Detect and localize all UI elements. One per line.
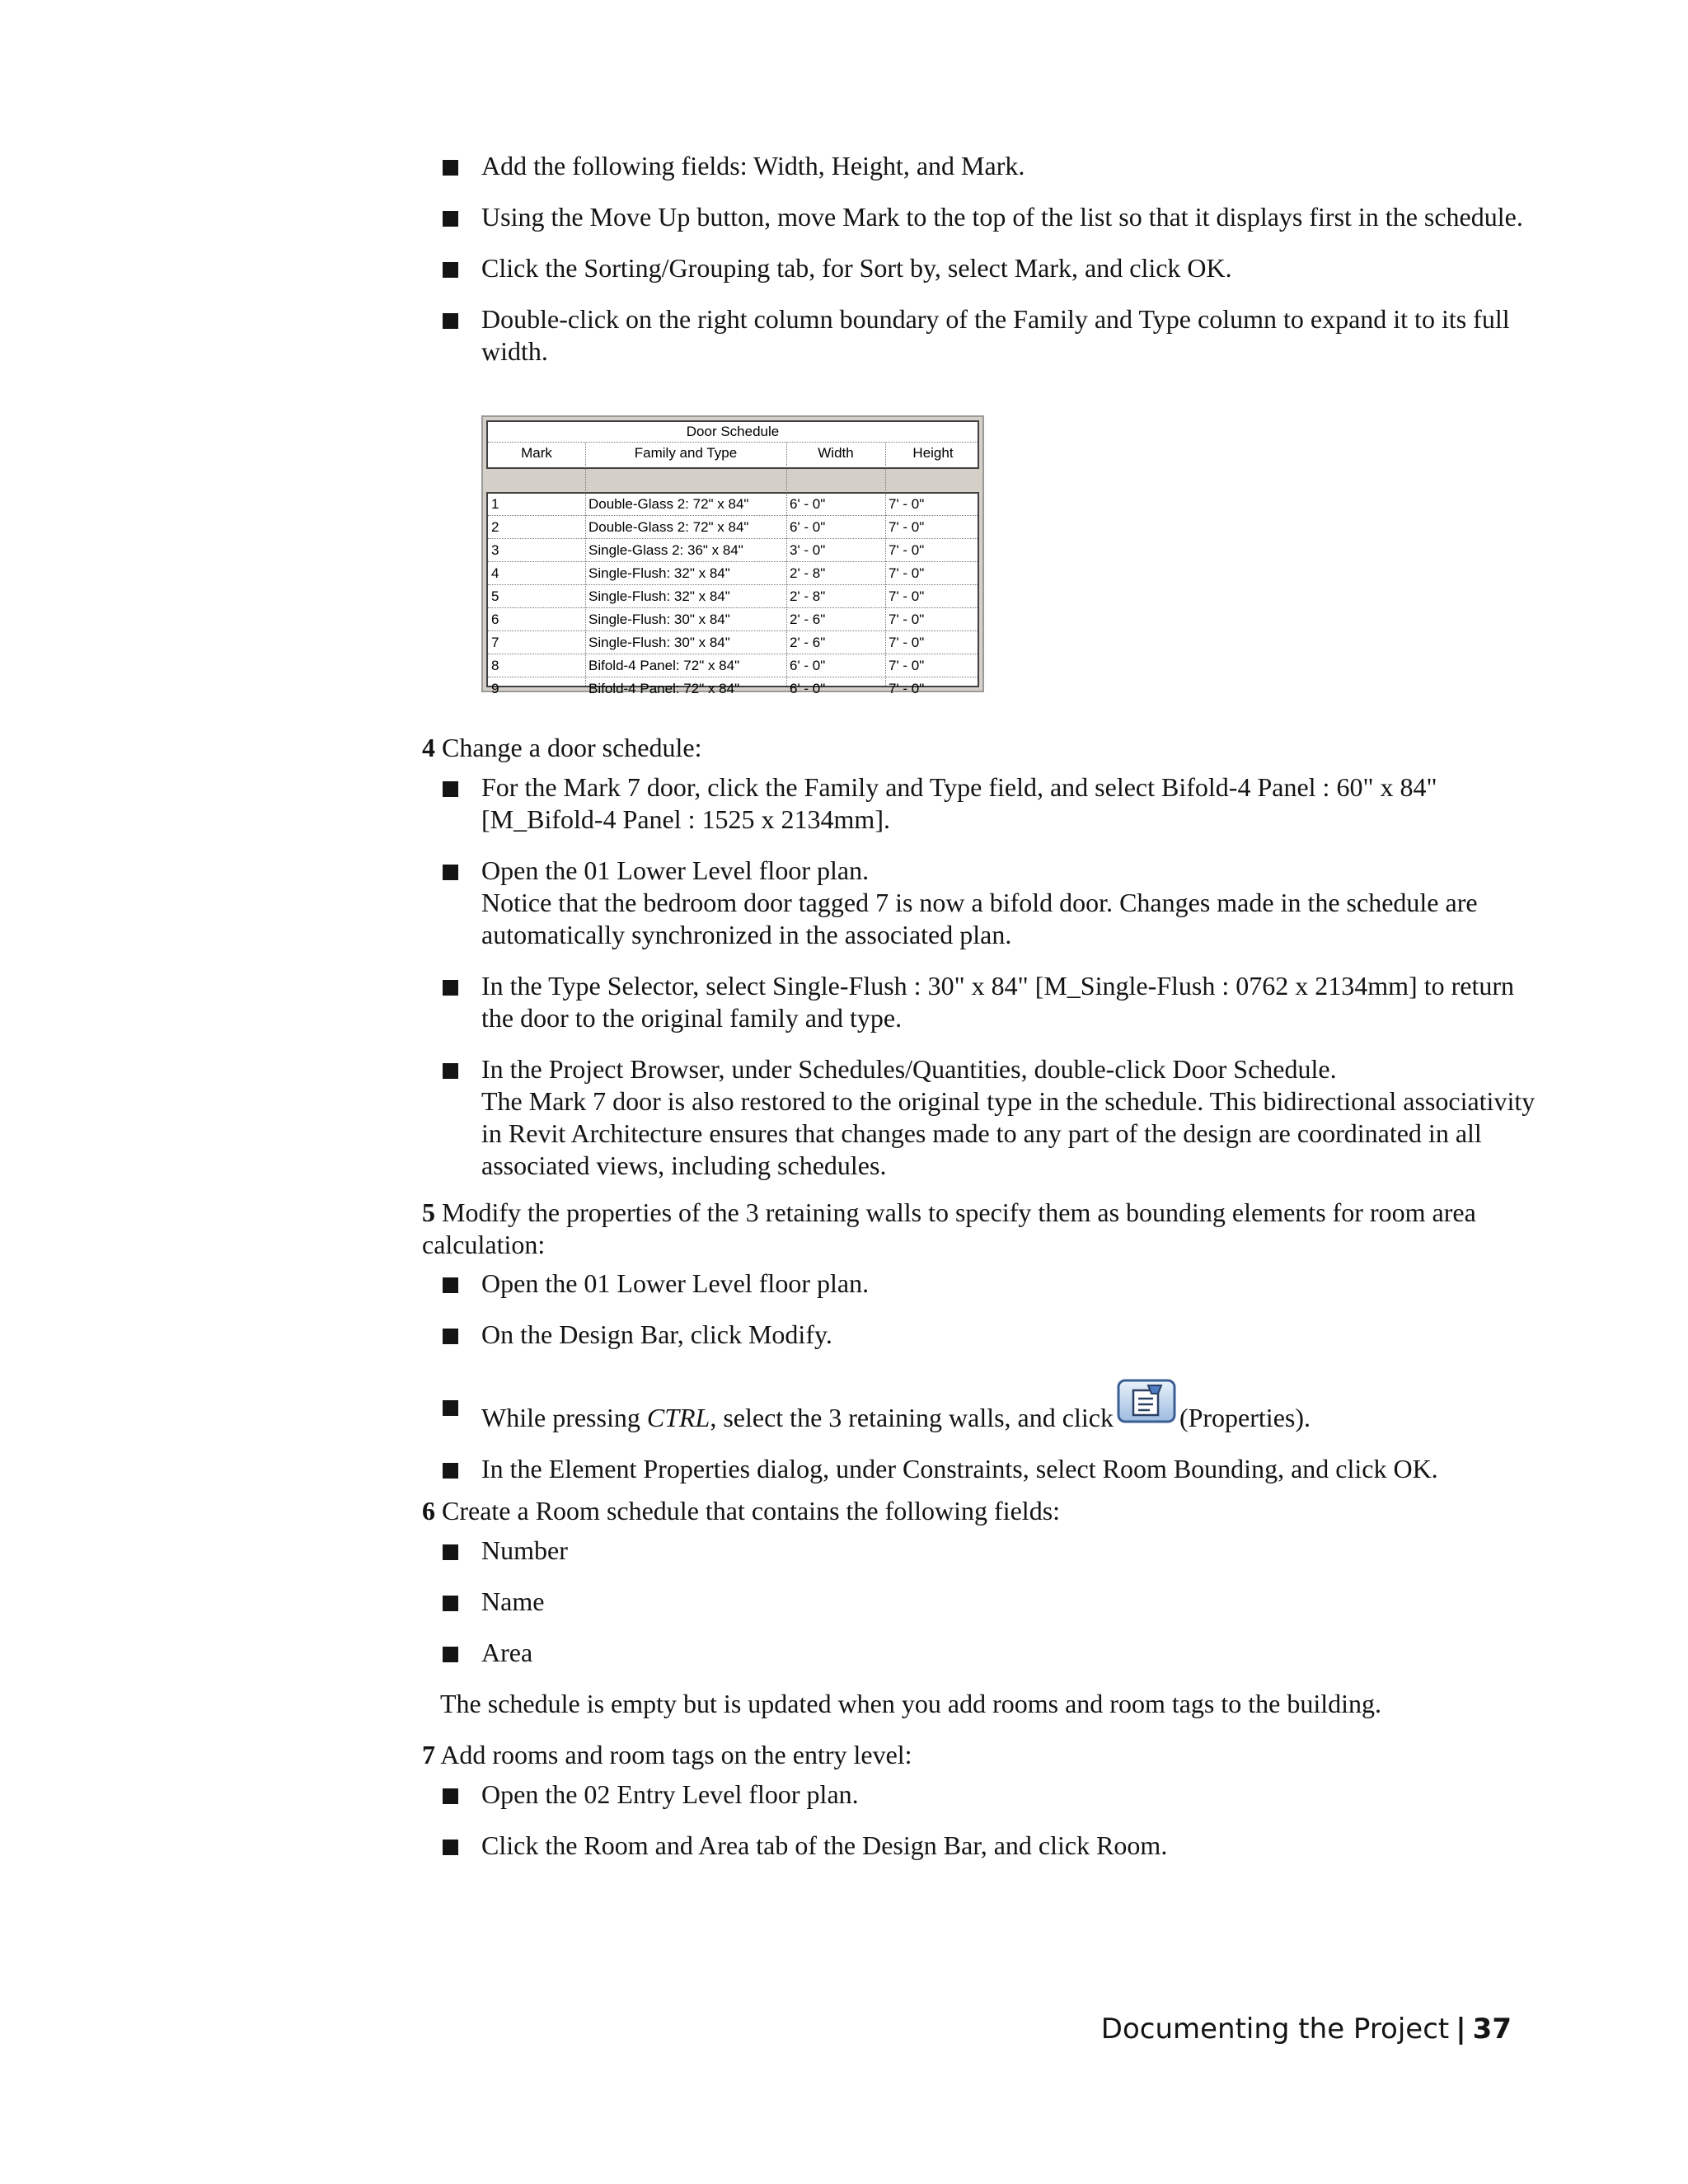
- step-number: 5: [422, 1197, 435, 1227]
- field-steps-list: [440, 150, 1536, 387]
- bullet-square-icon: [443, 865, 458, 880]
- schedule-header-row: [488, 443, 978, 464]
- column-divider: [786, 443, 787, 686]
- bullet-square-icon: [443, 1647, 458, 1662]
- step-7: [422, 1739, 1543, 1771]
- table-cell: 2' - 6": [790, 612, 826, 627]
- step-text: Modify the properties of the 3 retaining walls to specify them as bounding elements for room area calculation:: [422, 1197, 1476, 1259]
- table-cell: 6' - 0": [790, 519, 826, 535]
- table-cell: 6: [491, 612, 499, 627]
- bullet-square-icon: [443, 1840, 458, 1855]
- step-4-list: [440, 771, 1536, 1201]
- table-cell: 3: [491, 542, 499, 558]
- table-cell: 7' - 0": [889, 681, 925, 696]
- list-item: Open the 01 Lower Level floor plan.: [440, 1268, 1536, 1300]
- list-item: Click the Room and Area tab of the Design Bar, and click Room.: [440, 1830, 1536, 1862]
- list-item: Open the 02 Entry Level floor plan.: [440, 1779, 1536, 1811]
- door-schedule-screenshot: [481, 415, 984, 696]
- list-item: Area: [440, 1637, 1536, 1669]
- table-cell: Bifold-4 Panel: 72" x 84": [588, 658, 740, 673]
- table-cell: 9: [491, 681, 499, 696]
- list-item: Click the Sorting/Grouping tab, for Sort by, select Mark, and click OK.: [440, 252, 1536, 284]
- bullet-square-icon: [443, 1400, 458, 1416]
- list-item: In the Project Browser, under Schedules/Quantities, double-click Door Schedule. The Mark 7 door is also restored to the original type in the schedule. This bidirectional associativity in Revit Architecture ensures that changes made to any part of the design are coordinated in all associated views, including schedules.: [440, 1053, 1536, 1182]
- bullet-square-icon: [443, 313, 458, 329]
- table-cell: 7' - 0": [889, 588, 925, 604]
- table-row: [488, 631, 978, 654]
- bullet-square-icon: [443, 1463, 458, 1479]
- step-7-list: [440, 1779, 1536, 1881]
- table-cell: 7: [491, 635, 499, 650]
- list-item: In the Type Selector, select Single-Flush : 30" x 84" [M_Single-Flush : 0762 x 2134mm] to return the door to the original family and type.: [440, 970, 1536, 1034]
- footer-separator: |: [1456, 2013, 1466, 2046]
- table-cell: 7' - 0": [889, 565, 925, 581]
- list-item: Number: [440, 1535, 1536, 1567]
- bullet-square-icon: [443, 160, 458, 176]
- list-item: While pressing CTRL, select the 3 retaining walls, and click (Properties).: [440, 1390, 1536, 1434]
- bullet-square-icon: [443, 980, 458, 996]
- table-cell: 7' - 0": [889, 612, 925, 627]
- table-row: [488, 585, 978, 608]
- page-footer: [1101, 2013, 1512, 2046]
- table-row: [488, 608, 978, 631]
- bullet-square-icon: [443, 1788, 458, 1804]
- table-cell: 7' - 0": [889, 658, 925, 673]
- step-6-list: [440, 1535, 1536, 1688]
- step-number: 4: [422, 733, 435, 762]
- header-width: Width: [818, 445, 854, 461]
- table-cell: 3' - 0": [790, 542, 826, 558]
- table-cell: Single-Flush: 32" x 84": [588, 588, 730, 604]
- table-row: [488, 654, 978, 677]
- column-divider: [885, 443, 886, 686]
- list-item: Using the Move Up button, move Mark to the top of the list so that it displays first in the schedule.: [440, 201, 1536, 233]
- list-item: Name: [440, 1586, 1536, 1618]
- table-cell: Single-Glass 2: 36" x 84": [588, 542, 743, 558]
- step-text: Add rooms and room tags on the entry level:: [440, 1740, 912, 1769]
- table-cell: 7' - 0": [889, 496, 925, 512]
- table-cell: 2' - 8": [790, 565, 826, 581]
- table-cell: Bifold-4 Panel: 72" x 84": [588, 681, 740, 696]
- table-row: [488, 539, 978, 562]
- column-divider: [585, 443, 586, 686]
- list-item: Add the following fields: Width, Height, and Mark.: [440, 150, 1536, 182]
- page-number: 37: [1472, 2013, 1512, 2046]
- table-cell: 4: [491, 565, 499, 581]
- schedule-header-gap: [486, 467, 979, 494]
- schedule-rows: [488, 493, 978, 700]
- table-cell: 6' - 0": [790, 681, 826, 696]
- header-height: Height: [912, 445, 954, 461]
- bullet-square-icon: [443, 1063, 458, 1079]
- bullet-square-icon: [443, 1277, 458, 1293]
- step-5: [422, 1197, 1543, 1261]
- table-cell: 2' - 6": [790, 635, 826, 650]
- table-cell: 6' - 0": [790, 658, 826, 673]
- step-text: Create a Room schedule that contains the following fields:: [442, 1496, 1061, 1526]
- chapter-title: Documenting the Project: [1100, 2013, 1450, 2046]
- table-cell: Single-Flush: 30" x 84": [588, 612, 730, 627]
- schedule-title: Door Schedule: [488, 422, 978, 443]
- bullet-square-icon: [443, 211, 458, 227]
- list-item: Double-click on the right column boundary of the Family and Type column to expand it to its full width.: [440, 303, 1536, 368]
- table-cell: 1: [491, 496, 499, 512]
- step-4: [422, 732, 1543, 764]
- header-mark: Mark: [521, 445, 552, 461]
- header-family-type: Family and Type: [634, 445, 738, 461]
- table-row: [488, 677, 978, 700]
- table-cell: 2' - 8": [790, 588, 826, 604]
- bullet-square-icon: [443, 1329, 458, 1344]
- table-cell: 7' - 0": [889, 635, 925, 650]
- table-cell: 6' - 0": [790, 496, 826, 512]
- table-row: [488, 562, 978, 585]
- list-item: For the Mark 7 door, click the Family and Type field, and select Bifold-4 Panel : 60" x 84" [M_Bifold-4 Panel : 1525 x 2134mm].: [440, 771, 1536, 836]
- step-6-note: The schedule is empty but is updated when you add rooms and room tags to the building.: [440, 1689, 1382, 1718]
- table-cell: 7' - 0": [889, 542, 925, 558]
- list-item: On the Design Bar, click Modify.: [440, 1319, 1536, 1351]
- table-cell: Single-Flush: 32" x 84": [588, 565, 730, 581]
- bullet-square-icon: [443, 1544, 458, 1560]
- table-cell: Single-Flush: 30" x 84": [588, 635, 730, 650]
- step-5-list: [440, 1268, 1536, 1504]
- bullet-square-icon: [443, 1596, 458, 1611]
- door-schedule-table: [486, 420, 979, 696]
- step-number: 7: [422, 1740, 435, 1769]
- table-cell: 7' - 0": [889, 519, 925, 535]
- properties-icon: [1117, 1390, 1176, 1430]
- list-item: Open the 01 Lower Level floor plan. Notice that the bedroom door tagged 7 is now a bifold door. Changes made in the schedule are automatically synchronized in the associated plan.: [440, 855, 1536, 951]
- list-item: In the Element Properties dialog, under Constraints, select Room Bounding, and click OK.: [440, 1453, 1536, 1485]
- table-cell: 8: [491, 658, 499, 673]
- table-cell: Double-Glass 2: 72" x 84": [588, 496, 749, 512]
- step-number: 6: [422, 1496, 435, 1526]
- bullet-square-icon: [443, 262, 458, 278]
- step-6: [422, 1495, 1543, 1527]
- bullet-square-icon: [443, 781, 458, 797]
- table-cell: Double-Glass 2: 72" x 84": [588, 519, 749, 535]
- step-text: Change a door schedule:: [442, 733, 702, 762]
- table-row: [488, 493, 978, 516]
- table-row: [488, 516, 978, 539]
- table-cell: 2: [491, 519, 499, 535]
- table-cell: 5: [491, 588, 499, 604]
